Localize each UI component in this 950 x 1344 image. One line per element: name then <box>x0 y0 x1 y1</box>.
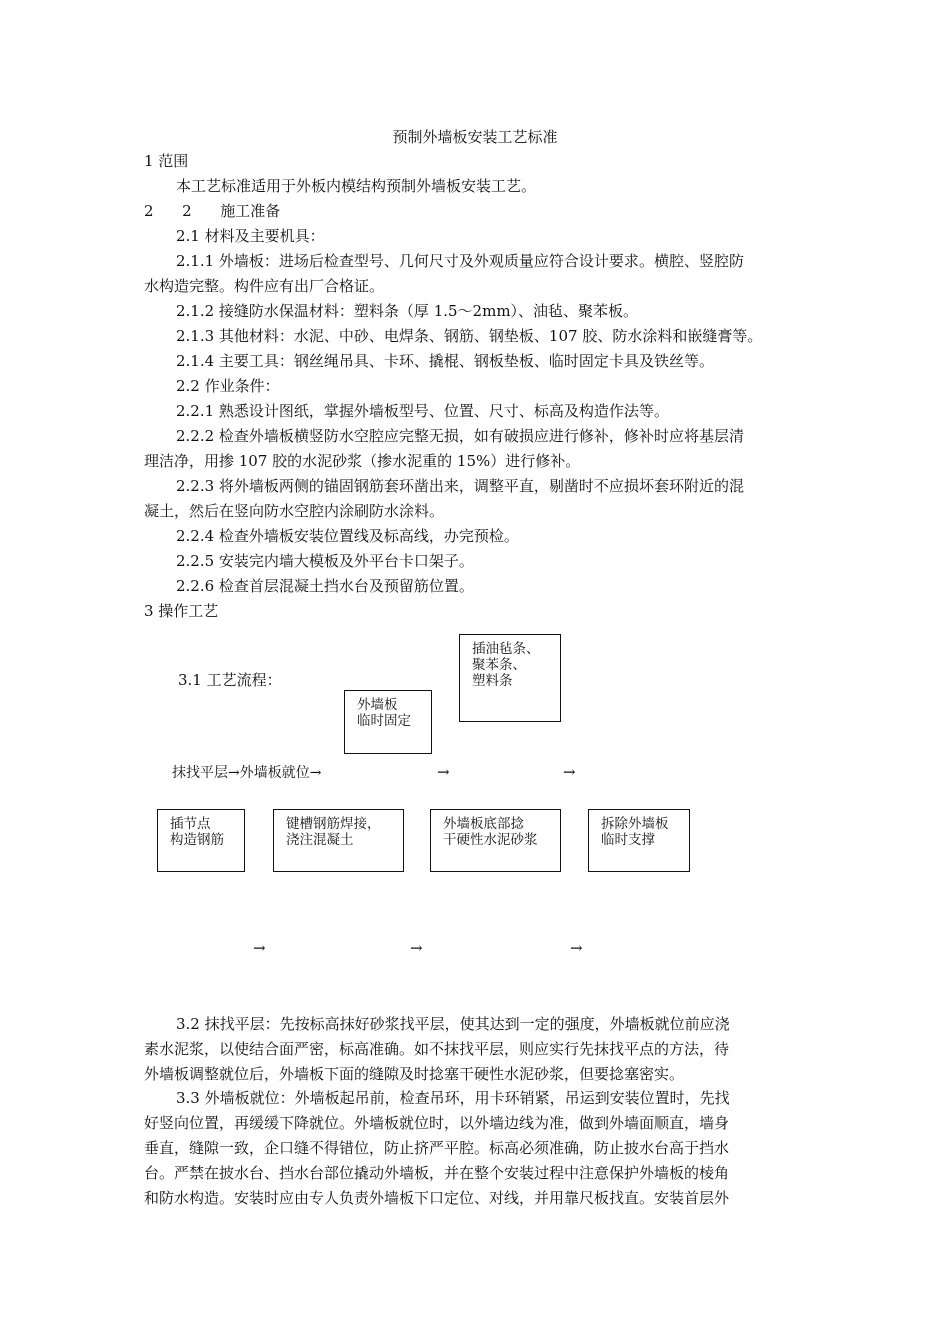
flow-box-weld-pour: 键槽钢筋焊接， 浇注混凝土 <box>273 809 404 872</box>
section-1-body: 本工艺标准适用于外板内模结构预制外墙板安装工艺。 <box>176 177 537 195</box>
paragraph-3-2-line-1: 3.2 抹找平层：先按标高抹好砂浆找平层，使其达到一定的强度，外墙板就位前应浇 <box>176 1015 730 1033</box>
paragraph-3-3-line-3: 垂直，缝隙一致，企口缝不得错位，防止挤严平腔。标高必须准确，防止披水台高于挡水 <box>144 1139 730 1157</box>
paragraph-2-2-6: 2.2.6 检查首层混凝土挡水台及预留筋位置。 <box>176 577 474 595</box>
paragraph-3-3-line-2: 好竖向位置，再缓缓下降就位。外墙板就位时，以外墙边线为准，做到外墙面顺直，墙身 <box>144 1114 730 1132</box>
flow-box-bottom-mortar: 外墙板底部捻 干硬性水泥砂浆 <box>430 809 561 872</box>
flow-arrow-4: → <box>410 939 423 957</box>
paragraph-2-2-1: 2.2.1 熟悉设计图纸，掌握外墙板型号、位置、尺寸、标高及构造作法等。 <box>176 402 669 420</box>
paragraph-2-2-2-line-2: 理洁净，用掺 107 胶的水泥砂浆（掺水泥重的 15%）进行修补。 <box>144 452 581 470</box>
paragraph-2-1-1-line-1: 2.1.1 外墙板：进场后检查型号、几何尺寸及外观质量应符合设计要求。横腔、竖腔防 <box>176 252 744 270</box>
paragraph-3-2-line-2: 素水泥浆，以使结合面严密，标高准确。如不抹找平层，则应实行先抹找平点的方法，待 <box>144 1040 730 1058</box>
document-title: 预制外墙板安装工艺标准 <box>392 128 558 146</box>
paragraph-2-1-4: 2.1.4 主要工具：钢丝绳吊具、卡环、撬棍、钢板垫板、临时固定卡具及铁丝等。 <box>176 352 714 370</box>
section-2-1-heading: 2.1 材料及主要机具： <box>176 227 325 245</box>
paragraph-2-1-2: 2.1.2 接缝防水保温材料：塑料条（厚 1.5～2mm）、油毡、聚苯板。 <box>176 302 639 320</box>
flow-box-remove-support: 拆除外墙板 临时支撑 <box>588 809 690 872</box>
paragraph-2-1-1-line-2: 水构造完整。构件应有出厂合格证。 <box>144 277 385 295</box>
paragraph-3-3-line-1: 3.3 外墙板就位：外墙板起吊前，检查吊环，用卡环销紧，吊运到安装位置时，先找 <box>176 1089 730 1107</box>
section-2-heading: 2 2 施工准备 <box>144 202 281 220</box>
paragraph-3-3-line-4: 台。严禁在披水台、挡水台部位撬动外墙板，并在整个安装过程中注意保护外墙板的棱角 <box>144 1164 730 1182</box>
flow-arrow-3: → <box>253 939 266 957</box>
paragraph-2-2-5: 2.2.5 安装完内墙大模板及外平台卡口架子。 <box>176 552 474 570</box>
paragraph-2-2-3-line-1: 2.2.3 将外墙板两侧的锚固钢筋套环凿出来，调整平直，剔凿时不应损坏套环附近的混 <box>176 477 744 495</box>
paragraph-2-2-4: 2.2.4 检查外墙板安装位置线及标高线，办完预检。 <box>176 527 519 545</box>
flow-arrow-1: → <box>437 763 450 781</box>
paragraph-3-3-line-5: 和防水构造。安装时应由专人负责外墙板下口定位、对线，并用靠尺板找直。安装首层外 <box>144 1189 730 1207</box>
paragraph-2-2-2-line-1: 2.2.2 检查外墙板横竖防水空腔应完整无损，如有破损应进行修补，修补时应将基层清 <box>176 427 744 445</box>
flow-arrow-5: → <box>570 939 583 957</box>
flow-arrow-2: → <box>563 763 576 781</box>
flow-box-temporary-fix: 外墙板 临时固定 <box>344 690 432 754</box>
flow-box-node-rebar: 插节点 构造钢筋 <box>157 809 245 872</box>
section-1-heading: 1 范围 <box>144 152 189 170</box>
paragraph-2-1-3: 2.1.3 其他材料：水泥、中砂、电焊条、钢筋、钢垫板、107 胶、防水涂料和嵌缝膏等。 <box>176 327 763 345</box>
section-3-heading: 3 操作工艺 <box>144 602 219 620</box>
paragraph-3-2-line-3: 外墙板调整就位后，外墙板下面的缝隙及时捻塞干硬性水泥砂浆，但要捻塞密实。 <box>144 1065 685 1083</box>
section-3-1-heading: 3.1 工艺流程： <box>178 671 282 689</box>
flow-box-insert-strips: 插油毡条、 聚苯条、 塑料条 <box>459 634 561 722</box>
flow-start-steps: 抹找平层→外墙板就位→ <box>172 765 322 781</box>
paragraph-2-2-3-line-2: 凝土，然后在竖向防水空腔内涂刷防水涂料。 <box>144 502 445 520</box>
section-2-2-heading: 2.2 作业条件： <box>176 377 280 395</box>
